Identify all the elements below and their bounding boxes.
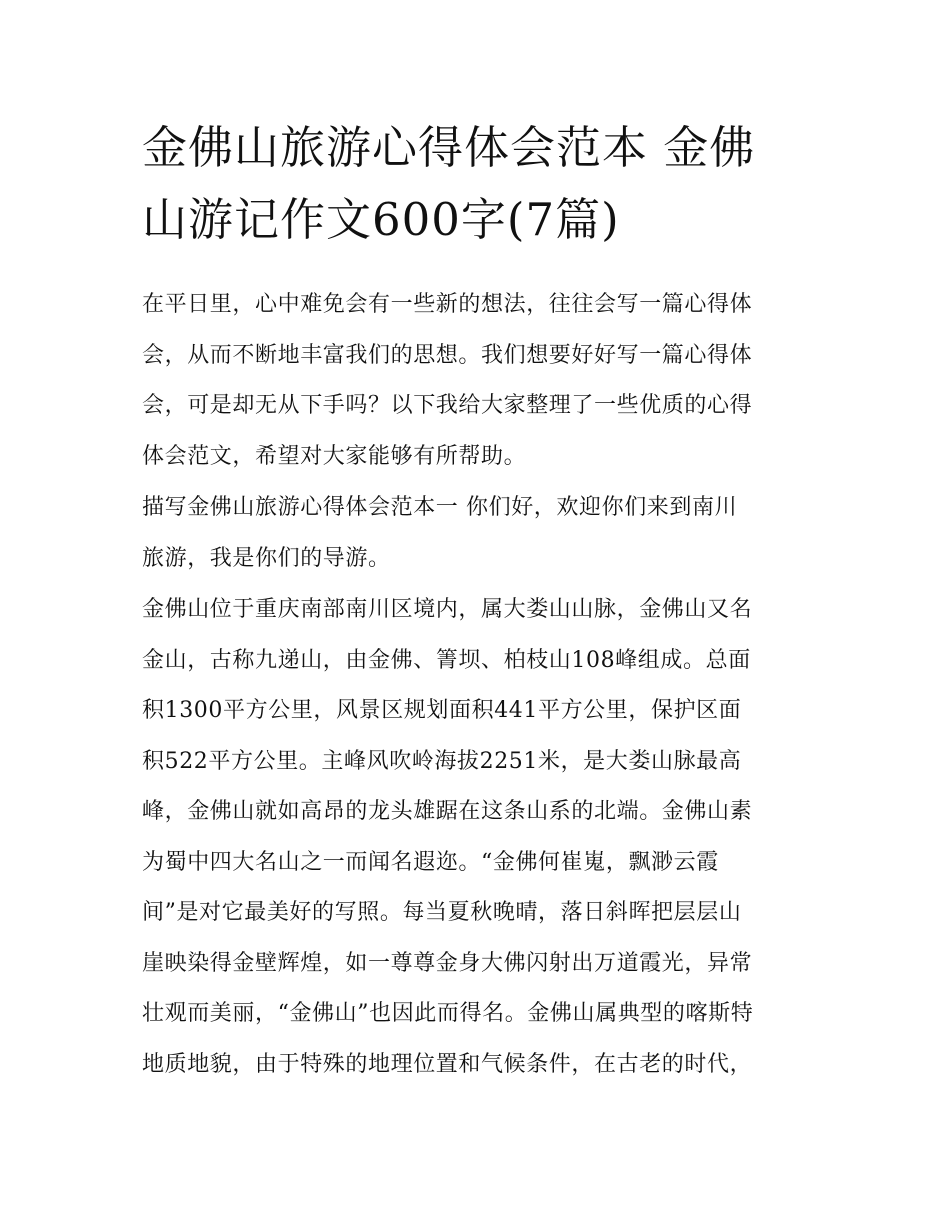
title-line: 金佛山旅游心得体会范本 金佛 (142, 121, 756, 174)
title-line: 山游记作文600字(7篇) (142, 193, 620, 246)
text-line: 描写金佛山旅游心得体会范本一 你们好，欢迎你们来到南川 (142, 495, 738, 520)
document-title (142, 112, 818, 256)
text-line: 为蜀中四大名山之一而闻名遐迩。“金佛何崔嵬，飘渺云霞 (142, 849, 719, 875)
paragraph-greeting (142, 483, 818, 584)
text-line: 在平日里，心中难免会有一些新的想法，往往会写一篇心得体 (142, 292, 753, 317)
text-line: 崖映染得金壁辉煌，如一尊尊金身大佛闪射出万道霞光，异常 (142, 950, 753, 976)
document-body (142, 280, 818, 1090)
text-line: 地质地貌，由于特殊的地理位置和气候条件，在古老的时代， (142, 1051, 753, 1077)
text-line: 间”是对它最美好的写照。每当夏秋晚晴，落日斜晖把层层山 (142, 900, 742, 925)
text-line: 积522平方公里。主峰风吹岭海拔2251米，是大娄山脉最高 (142, 748, 742, 774)
paragraph-description (142, 585, 818, 1090)
text-line: 壮观而美丽，“金佛山”也因此而得名。金佛山属典型的喀斯特 (142, 1001, 754, 1026)
paragraph-intro (142, 280, 818, 482)
text-line: 金山，古称九递山，由金佛、箐坝、柏枝山108峰组成。总面 (142, 647, 751, 673)
text-line: 金佛山位于重庆南部南川区境内，属大娄山山脉，金佛山又名 (142, 597, 753, 622)
text-line: 峰，金佛山就如高昂的龙头雄踞在这条山系的北端。金佛山素 (142, 799, 753, 824)
text-line: 会，可是却无从下手吗？以下我给大家整理了一些优质的心得 (142, 393, 753, 418)
text-line: 会，从而不断地丰富我们的思想。我们想要好好写一篇心得体 (142, 342, 753, 368)
text-line: 体会范文，希望对大家能够有所帮助。 (142, 443, 527, 469)
text-line: 积1300平方公里，风景区规划面积441平方公里，保护区面 (142, 698, 742, 723)
text-line: 旅游，我是你们的导游。 (142, 545, 391, 571)
document-content (142, 112, 818, 1091)
